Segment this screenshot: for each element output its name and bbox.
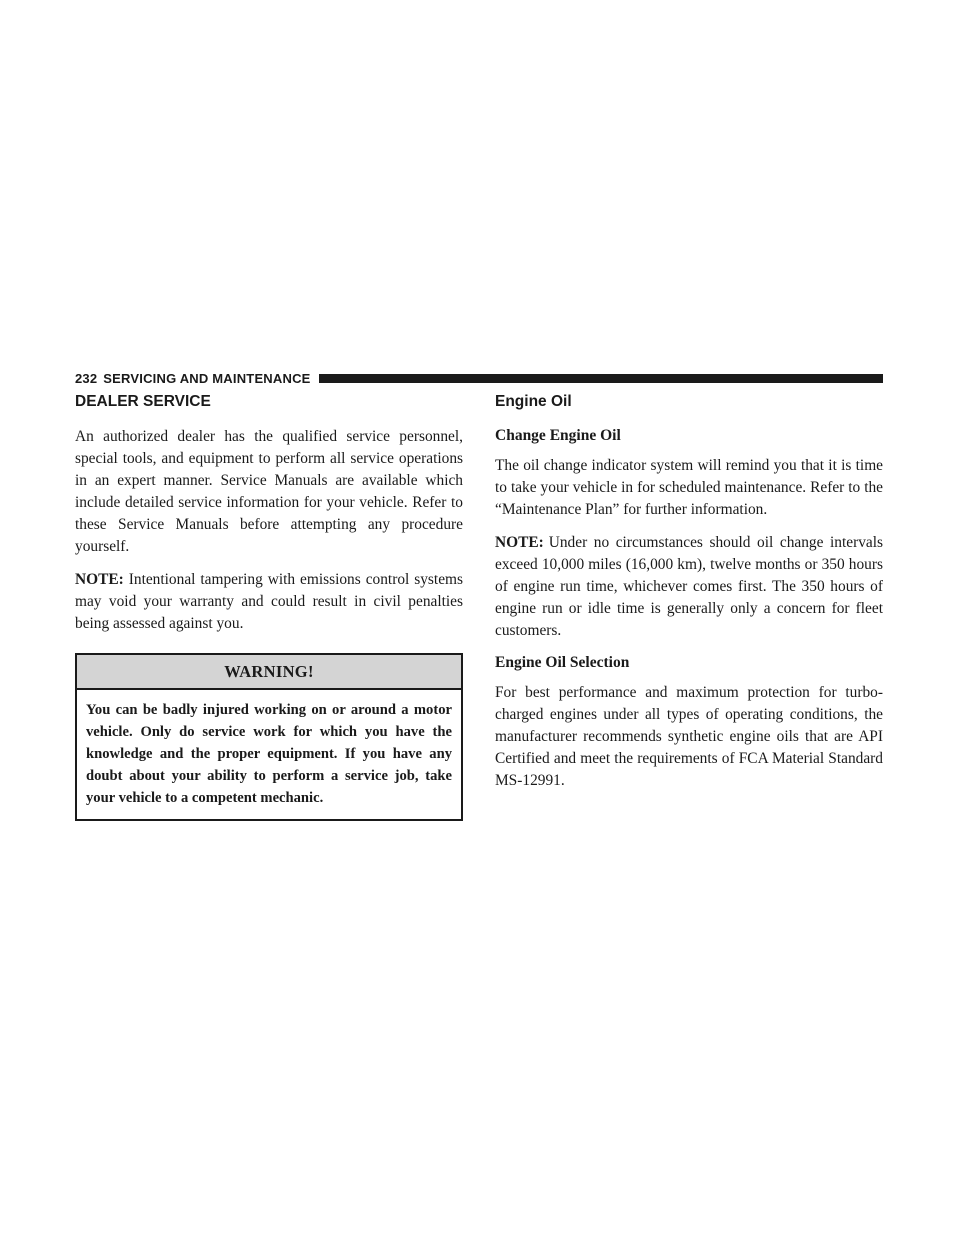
section-title: SERVICING AND MAINTENANCE <box>103 370 311 386</box>
note-label: NOTE: <box>75 571 124 588</box>
note-text: Under no circumstances should oil change intervals exceed 10,000 miles (16,000 km), twelve months or 350 hours of engine run time, whichever comes first. The 350 hours of engine run or idle time is generally only a concern for fleet customers. <box>495 534 883 639</box>
page-number: 232 <box>75 370 98 386</box>
engine-oil-selection-subheading: Engine Oil Selection <box>495 654 630 671</box>
page-header <box>75 370 883 386</box>
warning-text: You can be badly injured working on or around a motor vehicle. Only do service work for which you have the knowledge and the proper equipment. If you have any doubt about your ability to perform a service job, take your vehicle to a competent mechanic. <box>86 702 452 806</box>
left-column <box>75 392 463 821</box>
header-rule <box>319 374 883 383</box>
note-text: Intentional tampering with emissions control systems may void your warranty and could result in civil penalties being assessed against you. <box>75 571 463 632</box>
engine-oil-selection-paragraph: For best performance and maximum protection for turbocharged engines under all types of operating conditions, the manufacturer recommends synthetic engine oils that are API Certified and meet the requirements of FCA Material Standard MS-12991. <box>495 684 883 789</box>
change-engine-oil-subheading: Change Engine Oil <box>495 427 621 444</box>
warning-title: WARNING! <box>77 655 461 690</box>
note-label: NOTE: <box>495 534 544 551</box>
emissions-note <box>75 569 463 635</box>
right-column <box>495 392 883 803</box>
dealer-service-heading: DEALER SERVICE <box>75 393 211 410</box>
oil-change-note <box>495 532 883 642</box>
warning-box <box>75 653 463 821</box>
engine-oil-heading: Engine Oil <box>495 393 572 410</box>
dealer-service-paragraph: An authorized dealer has the qualified service personnel, special tools, and equipment to perform all service operations in an expert manner. Service Manuals are available which include detailed service information for your vehicle. Refer to these Service Manuals before attempting any procedure yourself. <box>75 428 463 555</box>
oil-change-indicator-paragraph: The oil change indicator system will remind you that it is time to take your vehicle in for scheduled maintenance. Refer to the “Maintenance Plan” for further information. <box>495 457 883 518</box>
